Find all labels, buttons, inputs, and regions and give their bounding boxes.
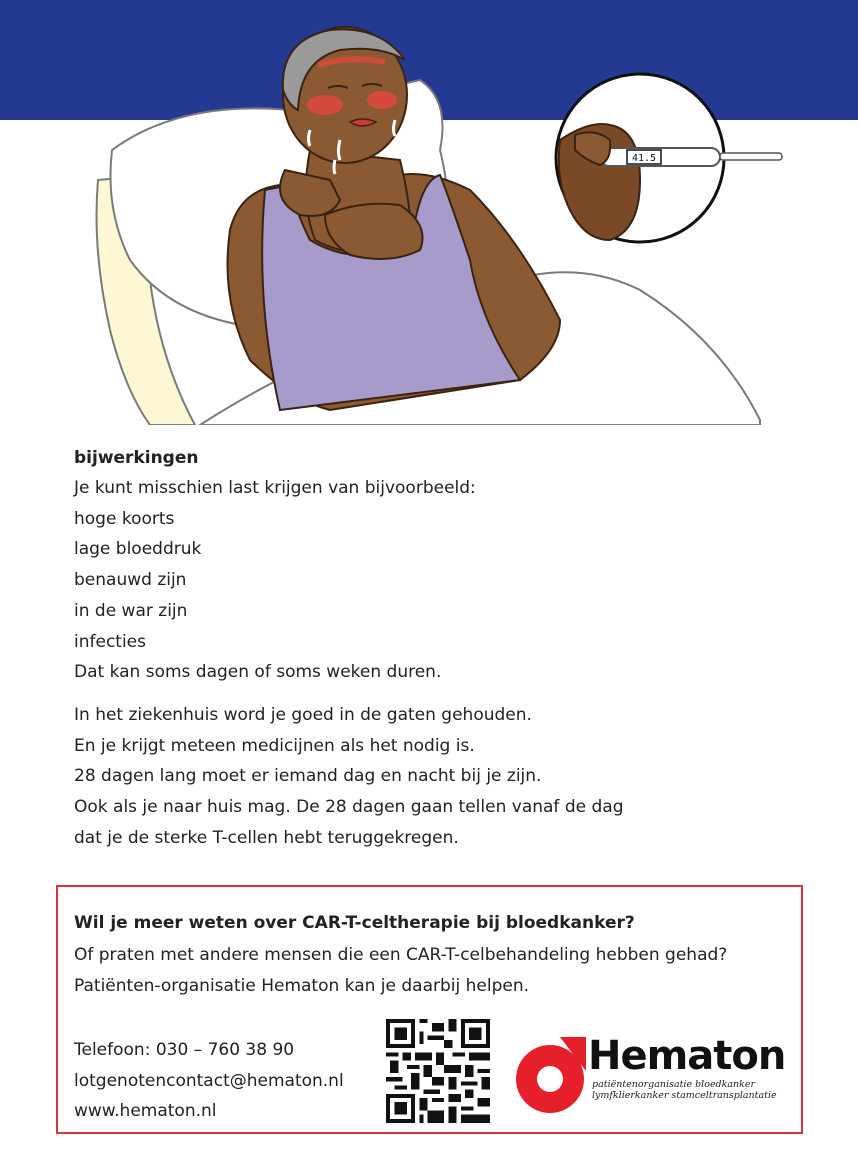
- side-effects-heading: bijwerkingen: [74, 448, 199, 468]
- care-line: dat je de sterke T-cellen hebt teruggekregen.: [74, 827, 459, 848]
- logo-subtitle-line: patiëntenorganisatie bloedkanker: [592, 1079, 756, 1090]
- info-line: Patiënten-organisatie Hematon kan je daarbij helpen.: [74, 976, 530, 996]
- qr-code[interactable]: [386, 1019, 490, 1123]
- patient-illustration: [0, 0, 858, 425]
- info-box: [56, 885, 803, 1134]
- contact-details: [74, 1035, 344, 1127]
- care-line: In het ziekenhuis word je goed in de gaten gehouden.: [74, 704, 532, 725]
- phone-number[interactable]: Telefoon: 030 – 760 38 90: [74, 1040, 295, 1060]
- care-line: Ook als je naar huis mag. De 28 dagen gaan tellen vanaf de dag: [74, 797, 624, 818]
- logo-subtitle: [592, 1079, 777, 1101]
- side-effect-item: benauwd zijn: [74, 570, 187, 591]
- side-effect-item: in de war zijn: [74, 600, 188, 621]
- side-effects-intro: Je kunt misschien last krijgen van bijvoorbeeld:: [74, 478, 476, 498]
- hematon-logo[interactable]: [510, 1031, 800, 1121]
- website-link[interactable]: www.hematon.nl: [74, 1101, 217, 1121]
- info-question: Wil je meer weten over CAR-T-celtherapie bij bloedkanker?: [74, 913, 635, 933]
- side-effect-item: infecties: [74, 631, 146, 652]
- main-content: [74, 443, 814, 853]
- care-line: 28 dagen lang moet er iemand dag en nacht bij je zijn.: [74, 766, 542, 787]
- side-effects-duration: Dat kan soms dagen of soms weken duren.: [74, 662, 442, 683]
- thermometer-reading: 41.5: [631, 153, 657, 164]
- logo-subtitle-line: lymfklierkanker stamceltransplantatie: [592, 1090, 777, 1101]
- side-effect-item: hoge koorts: [74, 508, 175, 529]
- hematon-logo-icon: [510, 1031, 588, 1119]
- side-effect-item: lage bloeddruk: [74, 539, 202, 560]
- care-line: En je krijgt meteen medicijnen als het nodig is.: [74, 735, 475, 756]
- email-link[interactable]: lotgenotencontact@hematon.nl: [74, 1070, 344, 1091]
- info-line: Of praten met andere mensen die een CAR-T-celbehandeling hebben gehad?: [74, 945, 728, 965]
- logo-wordmark: Hematon: [588, 1033, 786, 1079]
